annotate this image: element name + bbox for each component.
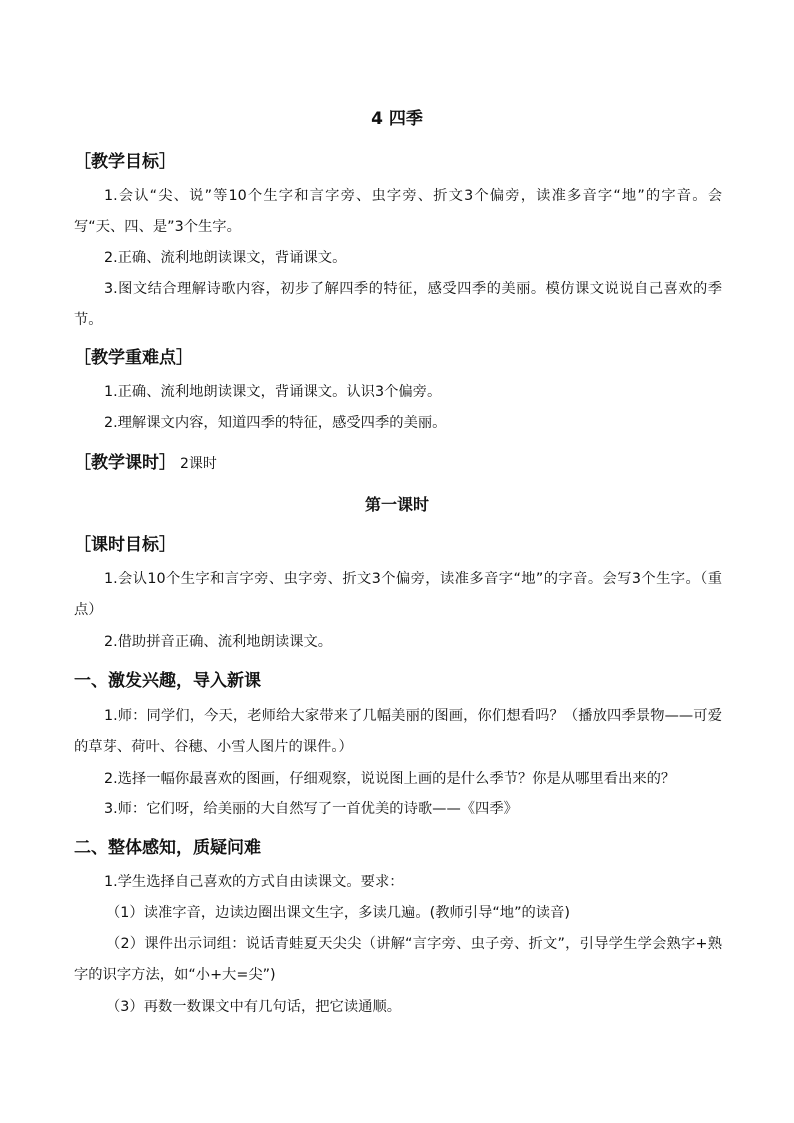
section-heading: 一、激发兴趣，导入新课 xyxy=(74,671,261,691)
class-hours-value: 2课时 xyxy=(180,456,217,472)
key-point-item: 2.理解课文内容，知道四季的特征，感受四季的美丽。 xyxy=(104,415,447,431)
key-point-item: 1.正确、流利地朗读课文，背诵课文。认识3个偏旁。 xyxy=(104,384,442,400)
lesson-goal-item: 2.借助拼音正确、流利地朗读课文。 xyxy=(104,634,333,650)
teaching-goals-heading: ［教学目标］ xyxy=(74,152,176,172)
first-lesson-title: 第一课时 xyxy=(364,495,429,514)
section-item: 1.师：同学们，今天，老师给大家带来了几幅美丽的图画，你们想看吗？（播放四季景物——可爱的草芽、荷叶、谷穗、小雪人图片的课件。） xyxy=(74,708,722,755)
section-heading: 二、整体感知，质疑问难 xyxy=(74,838,261,858)
section-item: 3.师：它们呀，给美丽的大自然写了一首优美的诗歌——《四季》 xyxy=(104,801,518,817)
class-hours-heading: ［教学课时］ xyxy=(74,453,176,473)
section-item: 1.学生选择自己喜欢的方式自由读课文。要求： xyxy=(104,874,404,890)
teaching-goal-item: 1.会认“尖、说”等10个生字和言字旁、虫字旁、折文3个偏旁，读准多音字“地”的字音。会写“天、四、是”3个生字。 xyxy=(74,188,722,235)
lesson-goal-item: 1.会认10个生字和言字旁、虫字旁、折文3个偏旁，读准多音字“地”的字音。会写3个生字。（重点） xyxy=(74,571,722,618)
teaching-goal-item: 2.正确、流利地朗读课文，背诵课文。 xyxy=(104,250,347,266)
lesson-goals-heading: ［课时目标］ xyxy=(74,535,176,555)
lesson-title: 4 四季 xyxy=(371,109,423,129)
section-sub-item: （2）课件出示词组：说话青蛙夏天尖尖（讲解“言字旁、虫子旁、折文”，引导学生学会熟字+熟字的识字方法，如“小+大=尖”) xyxy=(74,936,722,983)
section-item: 2.选择一幅你最喜欢的图画，仔细观察，说说图上画的是什么季节？你是从哪里看出来的？ xyxy=(104,771,676,787)
teaching-goal-item: 3.图文结合理解诗歌内容，初步了解四季的特征，感受四季的美丽。模仿课文说说自己喜欢的季节。 xyxy=(74,281,722,328)
key-points-heading: ［教学重难点］ xyxy=(74,348,193,368)
class-hours-line xyxy=(74,448,217,473)
section-sub-item: （3）再数一数课文中有几句话，把它读通顺。 xyxy=(106,999,402,1015)
section-sub-item: （1）读准字音，边读边圈出课文生字，多读几遍。(教师引导“地”的读音) xyxy=(106,905,570,921)
